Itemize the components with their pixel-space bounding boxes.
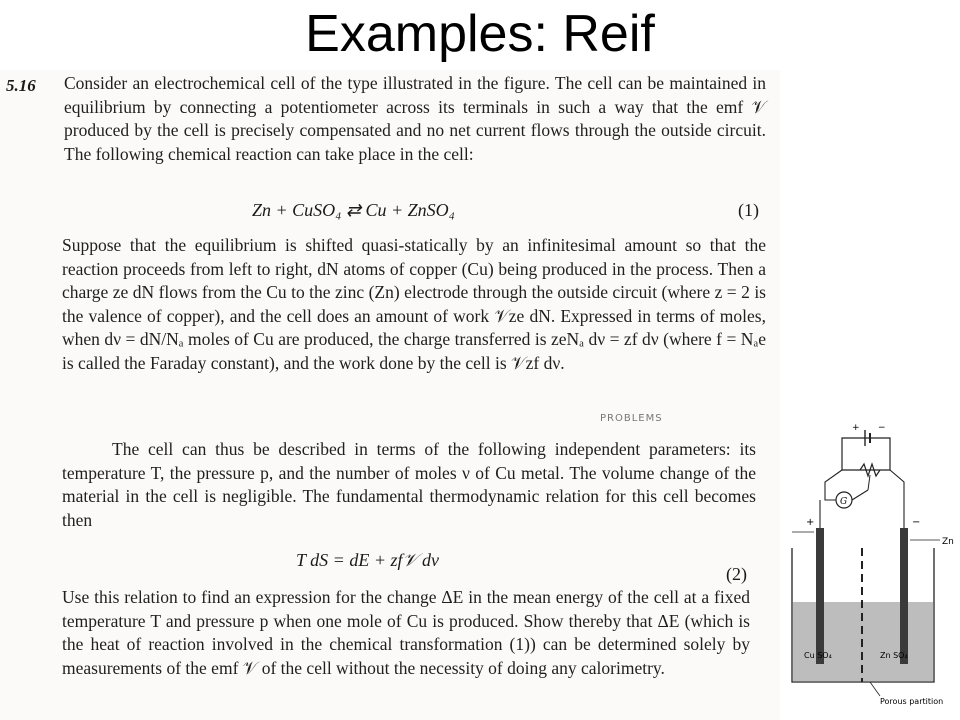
cu-plus-label: + bbox=[806, 517, 815, 528]
wire-to-zn-electrode bbox=[890, 470, 904, 528]
paragraph-quasi-static: Suppose that the equilibrium is shifted quasi-statically by an infinitesimal amount so that the reaction proceeds from left to right, dN atoms of copper (Cu) being produced in the process. Then a charge ze dN flows from the Cu to the zinc (Zn) electrode through the outside circuit (where z = 2 is the valence of copper), and the cell does an amount of work 𝒱ze dN. Expressed in terms of moles, when dν = dN/Nₐ moles of Cu are produced, the charge transferred is zeNₐ dν = zf dν (where f = Nₐe is called the Faraday constant), and the work done by the cell is 𝒱zf dν. bbox=[62, 235, 766, 373]
paragraph-intro: Consider an electrochemical cell of the type illustrated in the figure. The cell can be maintained in equilibrium by connecting a potentiometer across its terminals in such a way that the emf 𝒱 produced by the cell is precisely compensated and no net current flows through the outside circuit. The following chemical reaction can take place in the cell: bbox=[64, 73, 766, 164]
zn-label: Zn bbox=[942, 537, 954, 547]
electrochemical-cell-diagram bbox=[780, 420, 960, 720]
battery-minus-label: − bbox=[878, 423, 886, 433]
porous-pointer bbox=[870, 682, 880, 696]
znso4-label: Zn SO₄ bbox=[880, 651, 908, 660]
zn-electrode bbox=[900, 528, 908, 664]
slide-title: Examples: Reif bbox=[305, 5, 655, 63]
bleed-through-text: PROBLEMS bbox=[600, 413, 663, 424]
equation-fundamental-relation: T dS = dE + zf𝒱 dν bbox=[296, 550, 439, 570]
equation-1-number: (1) bbox=[738, 200, 759, 220]
battery-loop-wire bbox=[842, 438, 890, 470]
problem-number: 5.16 bbox=[6, 76, 36, 95]
galvanometer-label: G bbox=[840, 497, 848, 507]
paragraph-question: Use this relation to find an expression for the change ΔE in the mean energy of the cell at a fixed temperature T and pressure p when one mole of Cu is produced. Show thereby that ΔE (which is the heat of reaction involved in the chemical transformation (1)) can be determined solely by measurements of the emf 𝒱 of the cell without the necessity of doing any calorimetry. bbox=[62, 587, 750, 678]
paragraph-parameters: The cell can thus be described in terms of the following independent parameters: its temperature T, the pressure p, and the number of moles ν of Cu metal. The volume change of the material in the cell is negligible. The fundamental thermodynamic relation for this cell becomes then bbox=[62, 439, 756, 530]
equation-2-number: (2) bbox=[726, 564, 747, 584]
equation-reaction: Zn + CuSO₄ ⇄ Cu + ZnSO₄ bbox=[252, 200, 455, 220]
zn-minus-label: − bbox=[912, 517, 921, 528]
battery-plus-label: + bbox=[852, 423, 860, 433]
potentiometer-slider bbox=[868, 475, 870, 490]
cuso4-label: Cu SO₄ bbox=[804, 651, 832, 660]
wire-galvanometer-slider bbox=[852, 490, 868, 500]
porous-partition-label: Porous partition bbox=[880, 697, 944, 706]
cu-electrode bbox=[816, 528, 824, 664]
